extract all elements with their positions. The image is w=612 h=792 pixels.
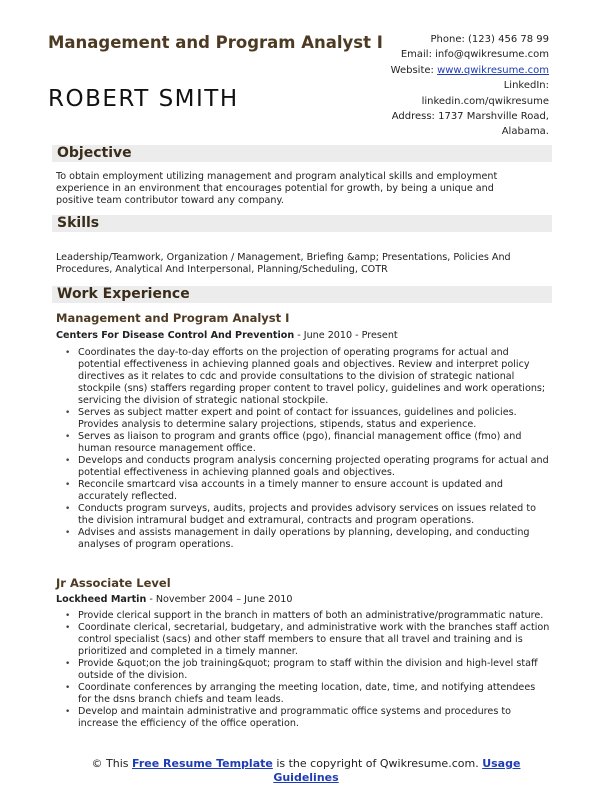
job-dates: - November 2004 – June 2010 <box>146 594 293 605</box>
list-item: • Conducts program surveys, audits, projects and provides advisory services on issues related to the division intramural budget and extramural, contracts and program operations. <box>56 503 550 527</box>
list-item: • Coordinates the day-to-day efforts on the projection of operating programs for actual and potential effectiveness in achieving planned goals and objectives. Review and interpret policy directives as it relates to cdc and provide consultations to the division of strategic national stockpile (sns) staffers regarding proper content to travel policy, guidelines and work operations; servicing the division of strategic national stockpile. <box>56 347 550 407</box>
work-experience-heading: Work Experience <box>57 286 190 302</box>
list-item: • Serves as subject matter expert and point of contact for issuances, guidelines and policies. Provides analysis to determine salary projections, stipends, status and experience. <box>56 407 550 431</box>
company-name: Centers For Disease Control And Prevention <box>56 330 295 341</box>
company-name: Lockheed Martin <box>56 594 147 605</box>
list-item: • Develop and maintain administrative and programmatic office systems and procedures to increase the efficiency of the office operation. <box>56 706 550 730</box>
job-dates: - June 2010 - Present <box>294 330 398 341</box>
footer-middle: is the copyright of Qwikresume.com. <box>272 757 483 770</box>
contact-website <box>391 63 549 78</box>
job-role: Management and Program Analyst I <box>56 311 290 325</box>
list-item: • Advises and assists management in daily operations by planning, developing, and conducting analyses of program operations. <box>56 527 550 551</box>
objective-heading: Objective <box>57 145 132 161</box>
contact-email: Email: info@qwikresume.com <box>400 49 549 61</box>
usage-guidelines-link[interactable]: Usage Guidelines <box>273 757 521 784</box>
contact-website-label: Website: <box>390 64 438 76</box>
skills-section-header <box>52 215 552 232</box>
list-item: • Provide &quot;on the job training&quot; program to staff within the division and high-level staff outside of the division. <box>56 658 550 682</box>
job-duties-list <box>56 347 550 551</box>
candidate-name: ROBERT SMITH <box>48 86 239 112</box>
contact-linkedin: linkedin.com/qwikresume <box>421 95 549 107</box>
contact-linkedin-label: LinkedIn: <box>503 80 549 92</box>
list-item: • Develops and conducts program analysis concerning projected operating programs for actual and potential effectiveness in achieving planned goals and objectives. <box>56 455 550 479</box>
work-experience-section-header <box>52 286 552 303</box>
job-duties-list <box>56 610 550 730</box>
footer <box>60 757 552 785</box>
objective-text: To obtain employment utilizing management and program analytical skills and employment experience in an environment that encourages potential for growth, by being a unique and positive team contributor toward any company. <box>56 171 498 206</box>
free-resume-template-link[interactable]: Free Resume Template <box>132 757 273 770</box>
contact-block <box>391 32 549 140</box>
footer-prefix: © This <box>91 757 133 770</box>
contact-phone: Phone: (123) 456 78 99 <box>430 34 549 45</box>
contact-address-line1: Address: 1737 Marshville Road, <box>391 111 549 123</box>
website-link[interactable]: www.qwikresume.com <box>437 64 549 76</box>
list-item: • Serves as liaison to program and grants office (pgo), financial management office (fmo) and human resource management office. <box>56 431 550 455</box>
resume-job-title: Management and Program Analyst I <box>48 33 383 52</box>
list-item: • Coordinate clerical, secretarial, budgetary, and administrative work with the branches staff action control specialist (sacs) and other staff members to ensure that all travel and training and is prioritized and completed in a timely manner. <box>56 622 550 658</box>
contact-address-line2: Alabama. <box>501 126 549 138</box>
job-role: Jr Associate Level <box>56 576 171 590</box>
job-company-line <box>56 330 398 341</box>
list-item: • Coordinate conferences by arranging the meeting location, date, time, and notifying attendees for the dsns branch chiefs and team leads. <box>56 682 550 706</box>
skills-text: Leadership/Teamwork, Organization / Management, Briefing &amp; Presentations, Policies And Procedures, Analytical And Interpersonal, Planning/Scheduling, COTR <box>56 252 511 275</box>
skills-heading: Skills <box>57 215 100 231</box>
list-item: • Reconcile smartcard visa accounts in a timely manner to ensure account is updated and accurately reflected. <box>56 479 550 503</box>
objective-section-header <box>52 145 552 162</box>
job-company-line <box>56 594 292 605</box>
list-item: • Provide clerical support in the branch in matters of both an administrative/programmatic nature. <box>56 610 550 622</box>
